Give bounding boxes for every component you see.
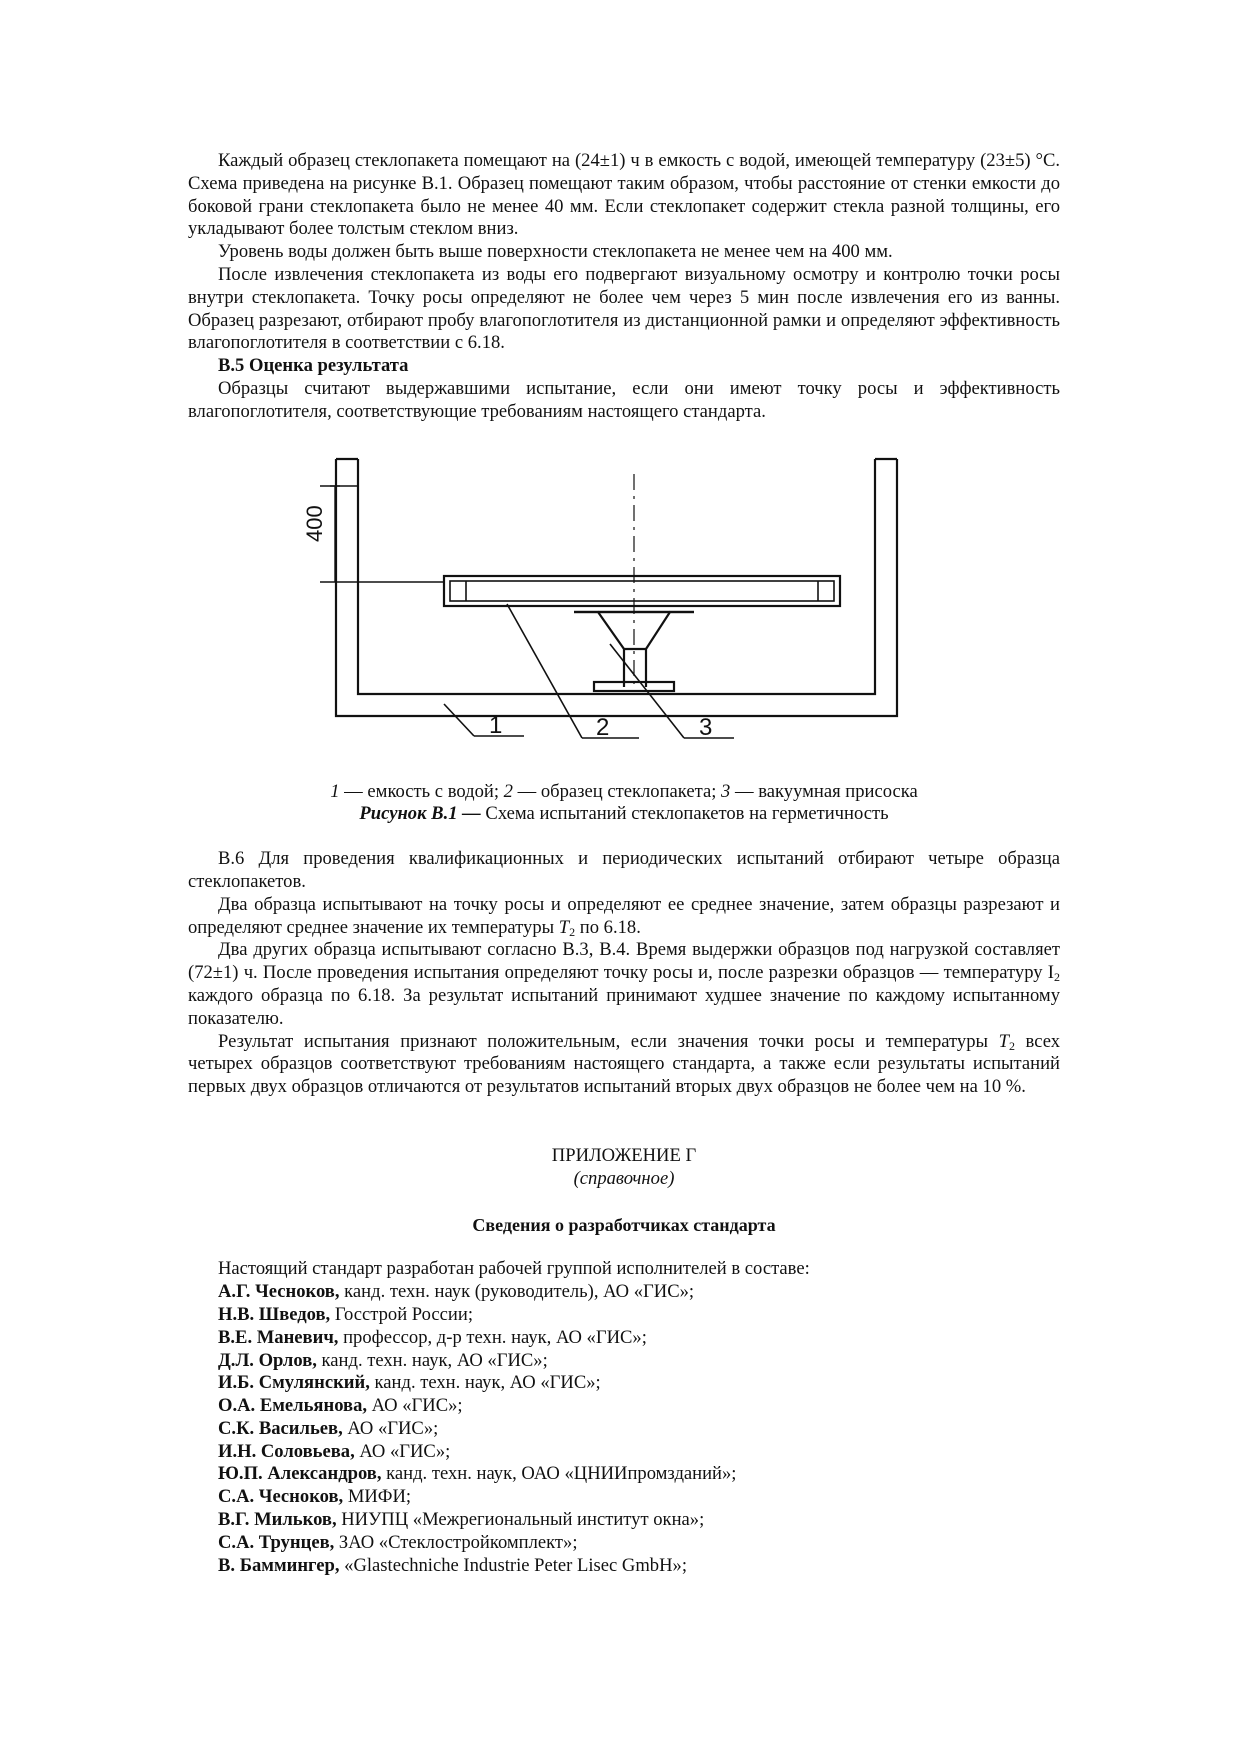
list-item: И.Н. Соловьева, АО «ГИС»; [218, 1440, 451, 1462]
vacuum-suction-cup [574, 612, 624, 687]
tank-outline [336, 459, 897, 716]
callout-2: 2 [596, 713, 610, 741]
list-item: О.А. Емельянова, АО «ГИС»; [218, 1395, 463, 1417]
callout-1: 1 [489, 711, 503, 739]
figure-title: Рисунок В.1 — Схема испытаний стеклопакетов на герметичность [359, 803, 889, 825]
list-item: В. Баммингер, «Glastechniche Industrie Peter Lisec GmbH»; [218, 1554, 687, 1576]
paragraph: Результат испытания признают положительным, если значения точки росы и температуры $T_2$ всех четырех образцов соответствуют требованиям настоящего стандарта, а также если результаты испытаний первых двух образцов отличаются от результатов испытаний вторых двух образцов не более чем на 10 %. [188, 1030, 1061, 1098]
figure-legend: 1 — емкость с водой; 2 — образец стеклопакета; 3 — вакуумная присоска [330, 780, 918, 802]
paragraph: Два других образца испытывают согласно В.3, В.4. Время выдержки образцов под нагрузкой составляет (72±1) ч. После проведения испытания определяют точку росы и, после разрезки образцов — температуру $I_2$ каждого образца по 6.18. За результат испытаний принимают худшее значение по каждому испытанному показателю. [188, 939, 1060, 1029]
list-item: В.Е. Маневич, профессор, д-р техн. наук, АО «ГИС»; [218, 1326, 647, 1348]
list-item: И.Б. Смулянский, канд. техн. наук, АО «ГИС»; [218, 1372, 601, 1394]
appendix-subtitle: (справочное) [573, 1167, 675, 1189]
developers-list [188, 1281, 1060, 1577]
appendix-title: ПРИЛОЖЕНИЕ Г [551, 1144, 697, 1166]
list-item: С.А. Трунцев, ЗАО «Стеклостройкомплект»; [218, 1531, 578, 1553]
document-page [188, 150, 1060, 1577]
list-item: Д.Л. Орлов, канд. техн. наук, АО «ГИС»; [218, 1349, 548, 1371]
paragraph: После извлечения стеклопакета из воды его подвергают визуальному осмотру и контролю точки росы внутри стеклопакета. Точку росы определяют не более чем через 5 мин после извлечения его из ванны. Образец разрезают, отбирают пробу влагопоглотителя из дистанционной рамки и определяют эффективность влагопоглотителя в соответствии с 6.18. [188, 263, 1060, 354]
list-item: С.А. Чесноков, МИФИ; [218, 1486, 412, 1508]
list-item: Н.В. Шведов, Госстрой России; [218, 1303, 474, 1325]
paragraph: Два образца испытывают на точку росы и определяют ее среднее значение, затем образцы разрезают и определяют среднее значение их температуры $T_2$ по 6.18. [188, 893, 1060, 939]
paragraph: Уровень воды должен быть выше поверхности стеклопакета не менее чем на 400 мм. [218, 241, 893, 263]
figure-b1 [188, 454, 1060, 769]
section-heading-b5: В.5 Оценка результата [218, 355, 409, 377]
paragraph: В.6 Для проведения квалификационных и периодических испытаний отбирают четыре образца стеклопакетов. [188, 848, 1060, 892]
list-item: С.К. Васильев, АО «ГИС»; [218, 1417, 439, 1439]
developers-section-title: Сведения о разработчиках стандарта [472, 1214, 776, 1235]
list-item: В.Г. Мильков, НИУПЦ «Межрегиональный институт окна»; [218, 1509, 705, 1531]
callout-3: 3 [699, 713, 713, 741]
dimension-label: 400 [302, 504, 327, 542]
list-item: А.Г. Чесноков, канд. техн. наук (руководитель), АО «ГИС»; [218, 1281, 695, 1303]
test-scheme-diagram [302, 454, 924, 754]
paragraph: Каждый образец стеклопакета помещают на (24±1) ч в емкость с водой, имеющей температуру (23±5) °С. Схема приведена на рисунке В.1. Образец помещают таким образом, чтобы расстояние от стенки емкости до боковой грани стеклопакета было не менее 40 мм. Если стеклопакет содержит стекла разной толщины, его укладывают более толстым стеклом вниз. [188, 150, 1060, 240]
list-item: Ю.П. Александров, канд. техн. наук, ОАО «ЦНИИпромзданий»; [218, 1463, 737, 1485]
paragraph: Образцы считают выдержавшими испытание, если они имеют точку росы и эффективность влагопоглотителя, соответствующие требованиям настоящего стандарта. [188, 377, 1060, 422]
paragraph: Настоящий стандарт разработан рабочей группой исполнителей в составе: [218, 1258, 810, 1280]
